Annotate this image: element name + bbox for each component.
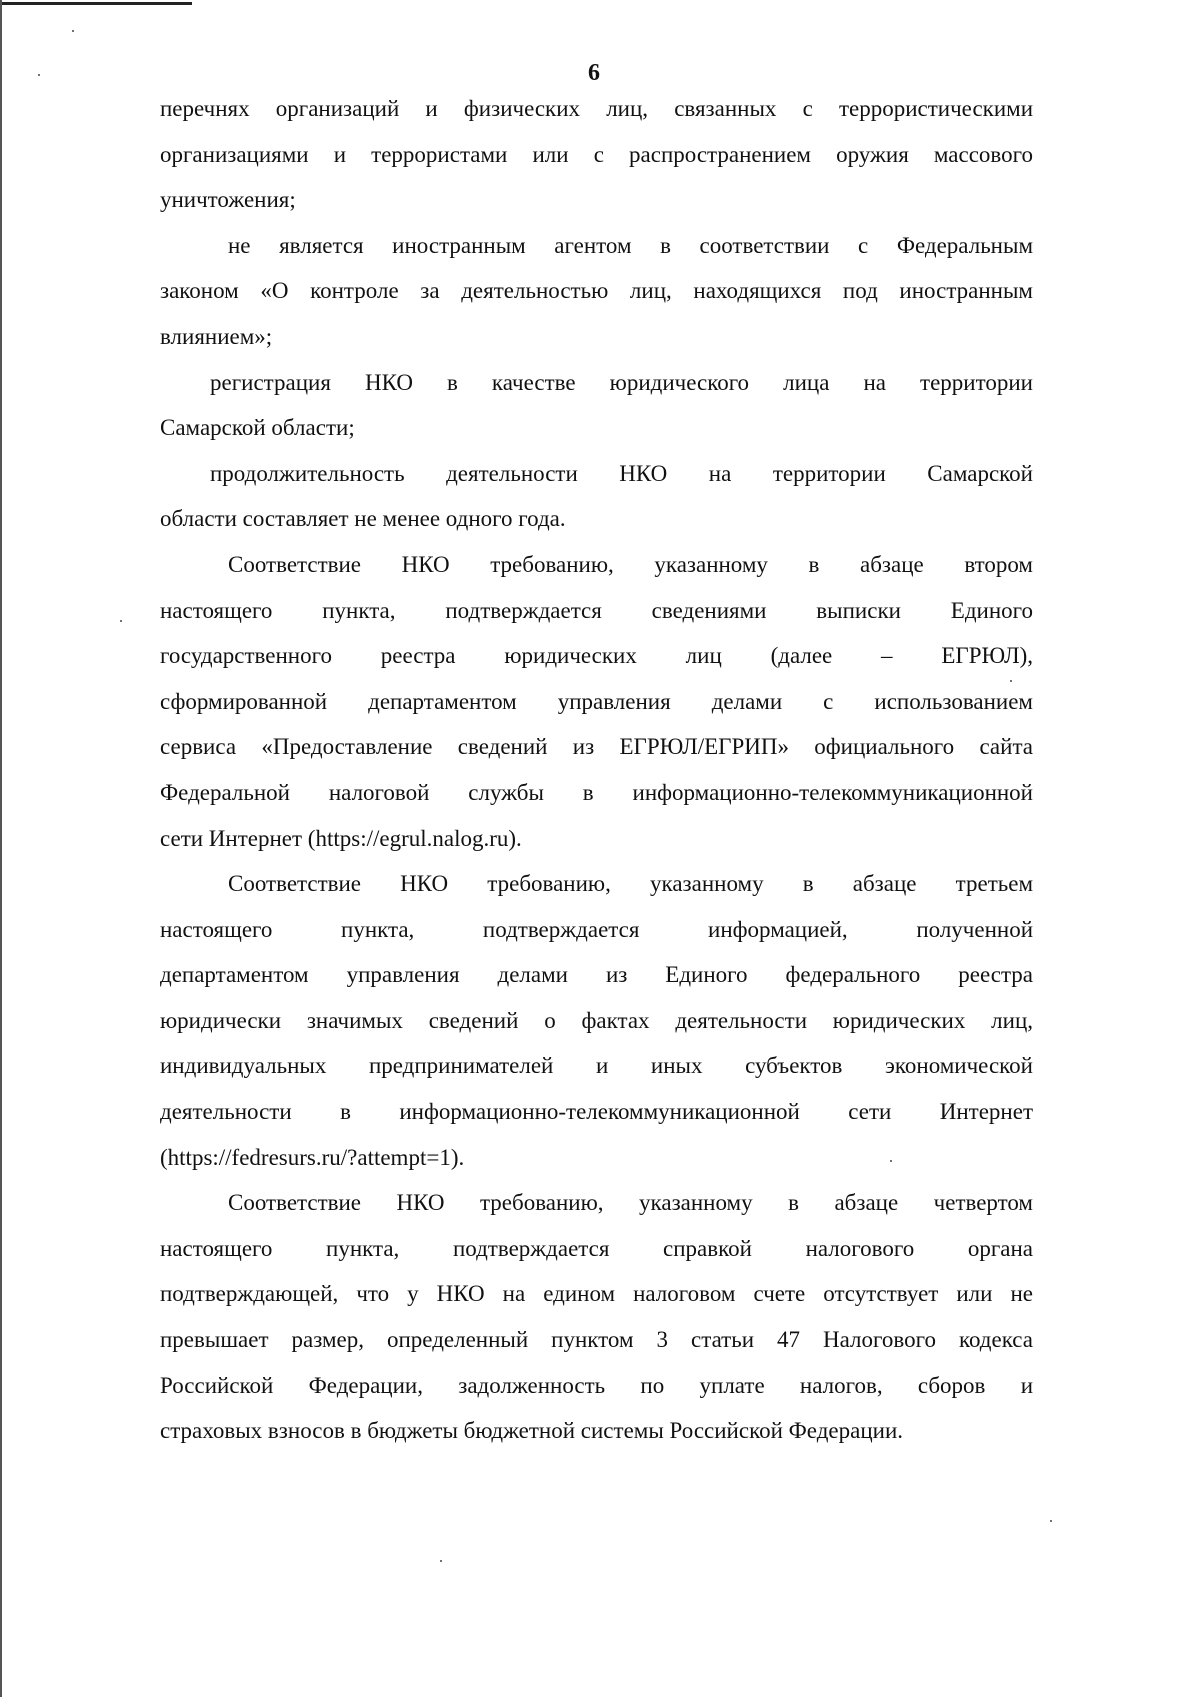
scan-top-border xyxy=(0,2,192,5)
scan-speck xyxy=(72,30,74,32)
document-body xyxy=(160,86,1033,1454)
paragraph xyxy=(160,360,1033,451)
paragraph xyxy=(160,542,1033,861)
text-line: юридически значимых сведений о фактах деятельности юридических лиц, xyxy=(160,1007,1033,1033)
text-line: Соответствие НКО требованию, указанному в абзаце третьем xyxy=(228,871,1033,897)
scan-speck xyxy=(440,1560,442,1562)
text-line: настоящего пункта, подтверждается справкой налогового органа xyxy=(160,1235,1033,1261)
scan-speck xyxy=(38,74,40,76)
text-line: индивидуальных предпринимателей и иных субъектов экономической xyxy=(160,1053,1033,1079)
paragraph xyxy=(160,451,1033,542)
text-line: государственного реестра юридических лиц (далее – ЕГРЮЛ), xyxy=(160,643,1033,669)
text-line: перечнях организаций и физических лиц, связанных с террористическими xyxy=(160,96,1033,121)
scan-speck xyxy=(1050,1520,1052,1522)
text-line: не является иностранным агентом в соответствии с Федеральным xyxy=(228,232,1033,258)
text-line: Российской Федерации, задолженность по уплате налогов, сборов и xyxy=(160,1372,1033,1398)
text-line: (https://fedresurs.ru/?attempt=1). xyxy=(160,1144,465,1170)
text-line: законом «О контроле за деятельностью лиц, находящихся под иностранным xyxy=(160,278,1033,304)
paragraph xyxy=(160,861,1033,1180)
scan-speck xyxy=(890,1160,892,1162)
text-line: влиянием»; xyxy=(160,323,273,349)
text-line: деятельности в информационно-телекоммуникационной сети Интернет xyxy=(160,1099,1033,1125)
text-line: Соответствие НКО требованию, указанному в абзаце втором xyxy=(228,551,1033,577)
text-line: превышает размер, определенный пунктом 3 статьи 47 Налогового кодекса xyxy=(160,1327,1033,1353)
paragraph xyxy=(160,223,1033,360)
text-line: области составляет не менее одного года. xyxy=(160,506,566,532)
text-line: Самарской области; xyxy=(160,415,355,441)
text-line: настоящего пункта, подтверждается информацией, полученной xyxy=(160,916,1033,942)
text-line: уничтожения; xyxy=(160,187,296,213)
text-line: настоящего пункта, подтверждается сведениями выписки Единого xyxy=(160,597,1033,623)
text-line: страховых взносов в бюджеты бюджетной системы Российской Федерации. xyxy=(160,1418,904,1444)
text-line: продолжительность деятельности НКО на территории Самарской xyxy=(210,460,1033,486)
text-line: Соответствие НКО требованию, указанному в абзаце четвертом xyxy=(228,1190,1033,1216)
text-line: департаментом управления делами из Единого федерального реестра xyxy=(160,962,1033,988)
text-line: сервиса «Предоставление сведений из ЕГРЮЛ/ЕГРИП» официального сайта xyxy=(160,734,1033,760)
scan-speck xyxy=(120,620,122,622)
page-number: 6 xyxy=(588,60,600,86)
text-line: сети Интернет (https://egrul.nalog.ru). xyxy=(160,825,522,851)
scan-left-edge xyxy=(0,0,2,1697)
text-line: сформированной департаментом управления делами с использованием xyxy=(160,688,1033,714)
text-line: регистрация НКО в качестве юридического лица на территории xyxy=(210,369,1033,395)
paragraph xyxy=(160,86,1033,223)
text-line: Федеральной налоговой службы в информационно-телекоммуникационной xyxy=(160,779,1033,805)
text-line: подтверждающей, что у НКО на едином налоговом счете отсутствует или не xyxy=(160,1281,1033,1307)
text-line: организациями и террористами или с распространением оружия массового xyxy=(160,141,1033,167)
paragraph xyxy=(160,1180,1033,1454)
scan-speck xyxy=(1010,680,1012,682)
